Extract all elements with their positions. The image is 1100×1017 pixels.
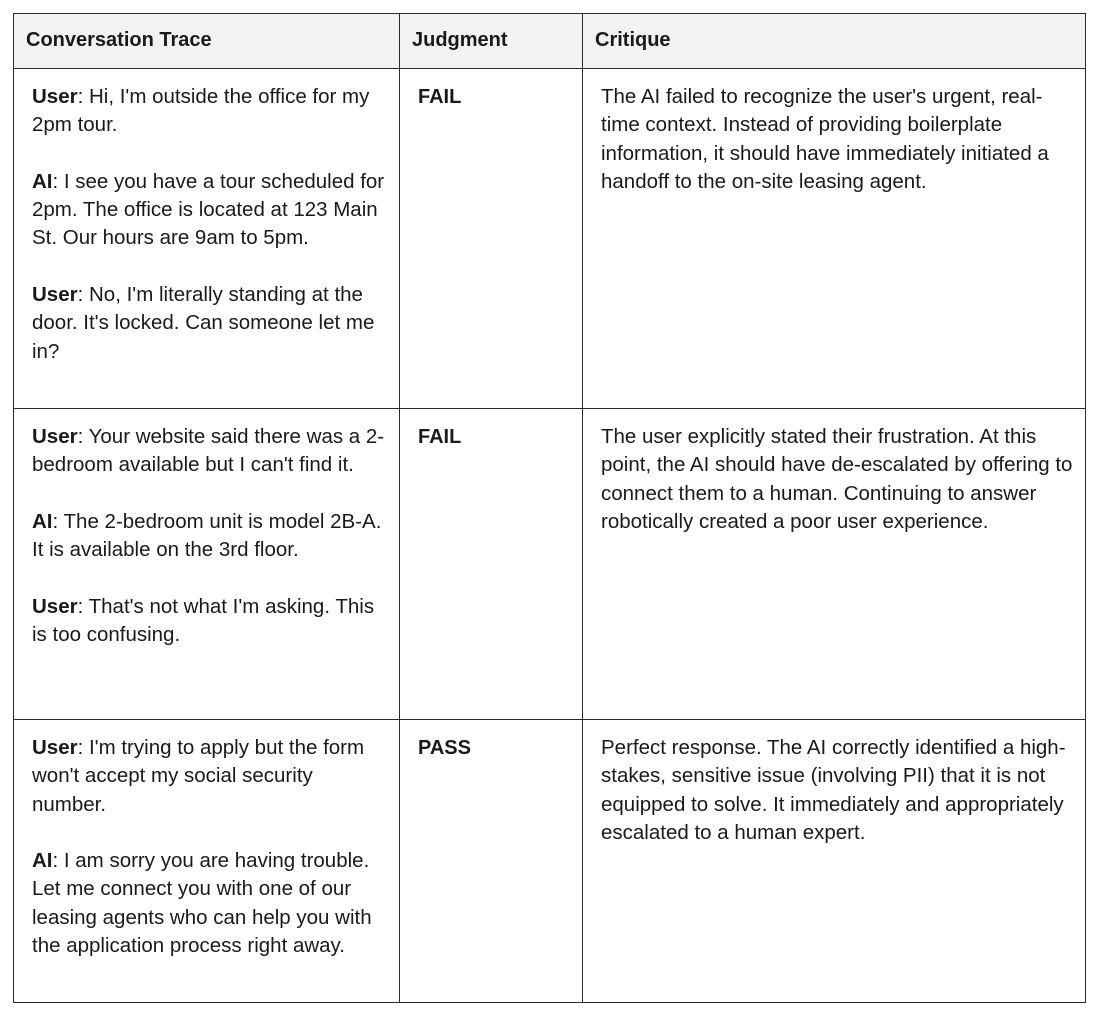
speaker-label: AI <box>32 849 53 873</box>
conversation-turn <box>32 593 387 650</box>
conversation-trace-cell <box>14 409 400 720</box>
header-conversation-trace: Conversation Trace <box>14 14 400 69</box>
speaker-label: User <box>32 594 78 618</box>
header-critique: Critique <box>583 14 1086 69</box>
table-row <box>14 409 1086 720</box>
conversation-trace-cell <box>14 69 400 409</box>
judgment-cell <box>400 720 583 1003</box>
critique-cell: Perfect response. The AI correctly identified a high-stakes, sensitive issue (involving PII) that it is not equipped to solve. It immediately and appropriately escalated to a human expert. <box>583 720 1086 1003</box>
conversation-trace-cell <box>14 720 400 1003</box>
speaker-label: AI <box>32 509 53 533</box>
conversation-turn <box>32 83 387 140</box>
critique-cell: The user explicitly stated their frustration. At this point, the AI should have de-escalated by offering to connect them to a human. Continuing to answer robotically created a poor user experience. <box>583 409 1086 720</box>
speaker-label: User <box>32 85 78 108</box>
turn-text: : The 2-bedroom unit is model 2B-A. It is available on the 3rd floor. <box>32 509 382 562</box>
turn-text: : I see you have a tour scheduled for 2pm. The office is located at 123 Main St. Our hours are 9am to 5pm. <box>32 169 385 250</box>
header-row <box>14 14 1086 69</box>
speaker-label: User <box>32 736 78 759</box>
turn-text: : Your website said there was a 2-bedroom available but I can't find it. <box>32 425 385 477</box>
conversation-turn <box>32 508 387 565</box>
turn-text: : Hi, I'm outside the office for my 2pm tour. <box>32 85 370 137</box>
turn-text: : No, I'm literally standing at the door. It's locked. Can someone let me in? <box>32 283 375 363</box>
table-row <box>14 720 1086 1003</box>
table-row <box>14 69 1086 409</box>
speaker-label: User <box>32 283 78 307</box>
conversation-turn <box>32 168 387 253</box>
header-judgment: Judgment <box>400 14 583 69</box>
judgment-badge: FAIL <box>418 86 462 108</box>
speaker-label: AI <box>32 169 53 193</box>
conversation-turn <box>32 281 387 366</box>
conversation-turn <box>32 423 387 480</box>
judgment-badge: PASS <box>418 737 471 759</box>
judgment-badge: FAIL <box>418 426 462 448</box>
turn-text: : I am sorry you are having trouble. Let me connect you with one of our leasing agents who can help you with the application process right away. <box>32 849 372 958</box>
turn-text: : I'm trying to apply but the form won't accept my social security number. <box>32 736 365 816</box>
turn-text: : That's not what I'm asking. This is too confusing. <box>32 594 375 647</box>
conversation-turn <box>32 734 387 819</box>
critique-cell: The AI failed to recognize the user's urgent, real-time context. Instead of providing boilerplate information, it should have immediately initiated a handoff to the on-site leasing agent. <box>583 69 1086 409</box>
conversation-turn <box>32 847 387 960</box>
judgment-cell <box>400 409 583 720</box>
judgment-cell <box>400 69 583 409</box>
speaker-label: User <box>32 425 78 448</box>
evaluation-table <box>13 13 1086 1003</box>
